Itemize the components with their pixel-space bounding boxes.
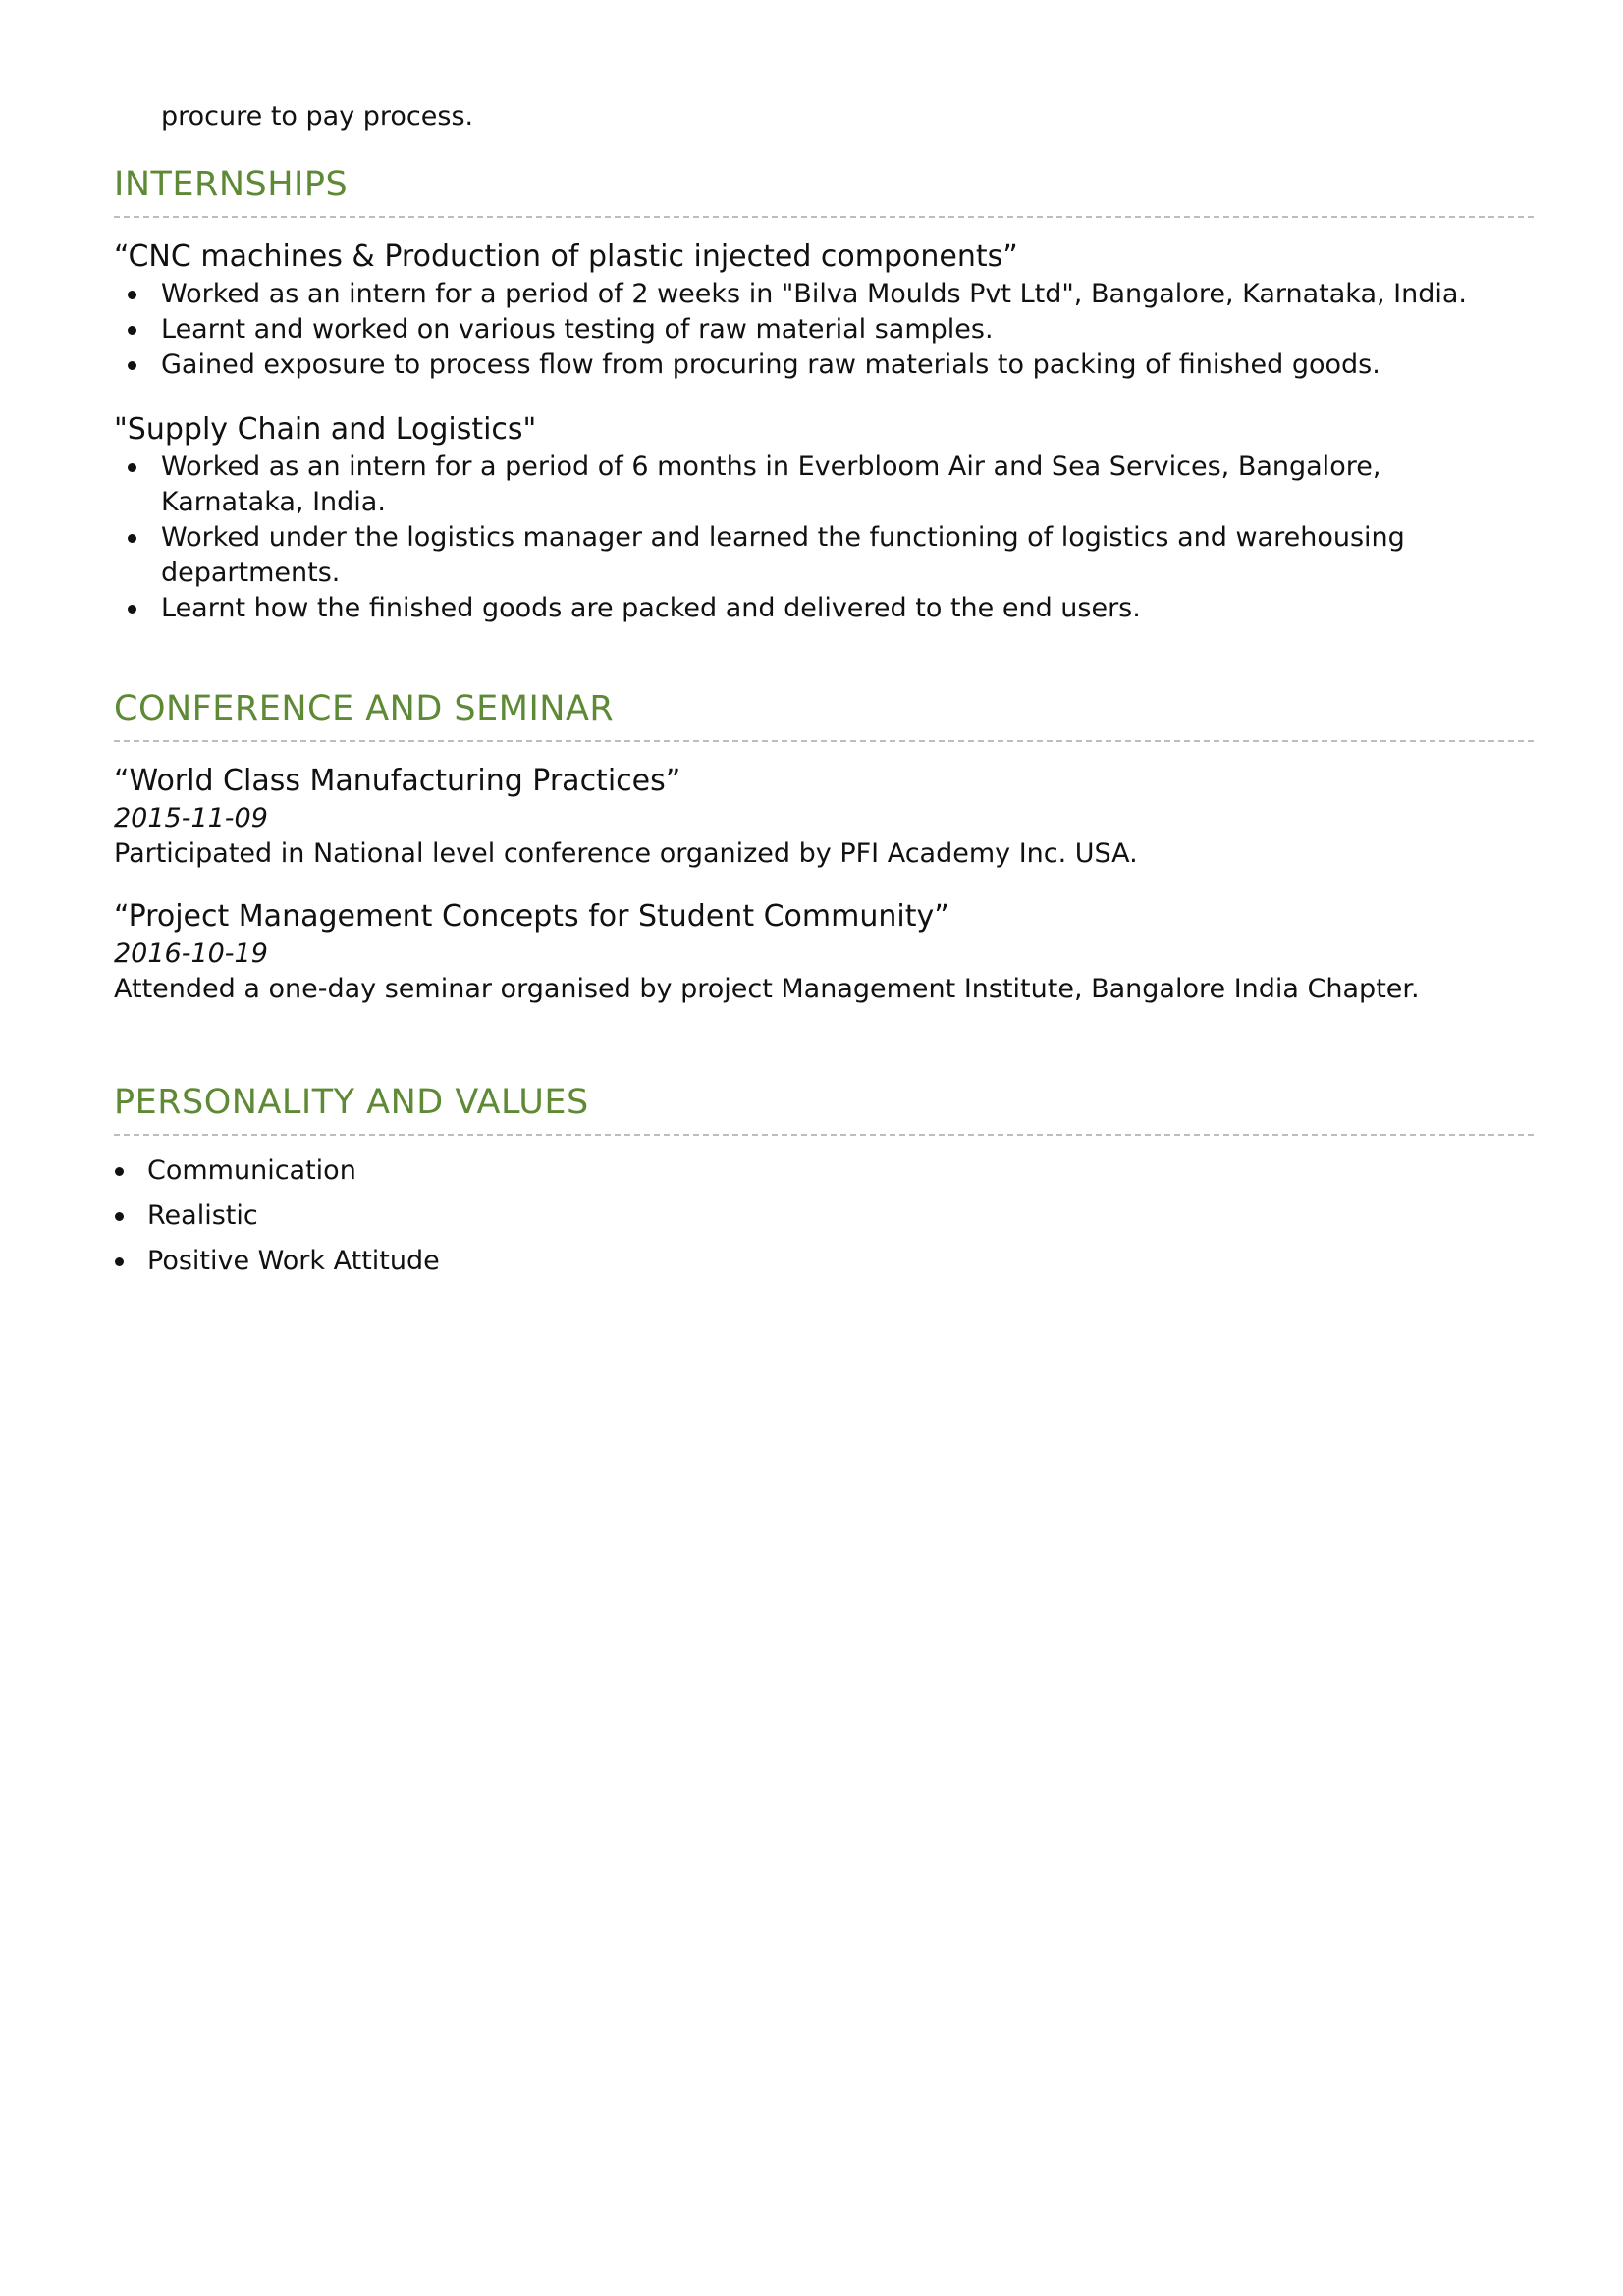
internships-section — [114, 163, 1534, 626]
entry-date: 2016-10-19 — [114, 938, 268, 969]
section-title-internships: INTERNSHIPS — [114, 163, 1534, 218]
internship-entry — [114, 410, 1534, 626]
list-item: Gained exposure to process flow from procuring raw materials to packing of finished goods. — [114, 347, 1534, 383]
entry-title: “World Class Manufacturing Practices” — [114, 764, 681, 798]
list-item: Worked as an intern for a period of 6 months in Everbloom Air and Sea Services, Bangalore, Karnataka, India. — [114, 450, 1488, 520]
values-list — [114, 1153, 1534, 1279]
internship-entry — [114, 238, 1534, 383]
section-title-personality: PERSONALITY AND VALUES — [114, 1081, 1534, 1136]
conference-entry — [114, 762, 1534, 872]
list-item: Positive Work Attitude — [114, 1244, 1534, 1279]
clipped-previous-line — [161, 47, 1428, 61]
entry-title: “CNC machines & Production of plastic injected components” — [114, 240, 1018, 274]
list-item: Learnt and worked on various testing of raw material samples. — [114, 312, 1534, 347]
entry-title: “Project Management Concepts for Student Community” — [114, 899, 949, 934]
bullet-list — [114, 450, 1488, 626]
list-item: Communication — [114, 1153, 1534, 1189]
list-item: Realistic — [114, 1199, 1534, 1234]
entry-description: Attended a one-day seminar organised by project Management Institute, Bangalore India Chapter. — [114, 974, 1420, 1004]
entry-date: 2015-11-09 — [114, 803, 268, 833]
entry-description: Participated in National level conference organized by PFI Academy Inc. USA. — [114, 838, 1138, 869]
bullet-list — [114, 277, 1534, 383]
list-item: Worked under the logistics manager and learned the functioning of logistics and warehousing departments. — [114, 520, 1488, 591]
carryover-text: procure to pay process. — [161, 101, 474, 132]
list-item: Worked as an intern for a period of 2 weeks in "Bilva Moulds Pvt Ltd", Bangalore, Karnataka, India. — [114, 277, 1534, 312]
conference-section — [114, 687, 1534, 1007]
entry-title: "Supply Chain and Logistics" — [114, 412, 537, 447]
list-item: Learnt how the finished goods are packed and delivered to the end users. — [114, 591, 1488, 626]
personality-section — [114, 1081, 1534, 1289]
conference-entry — [114, 897, 1534, 1007]
section-title-conference: CONFERENCE AND SEMINAR — [114, 687, 1534, 742]
